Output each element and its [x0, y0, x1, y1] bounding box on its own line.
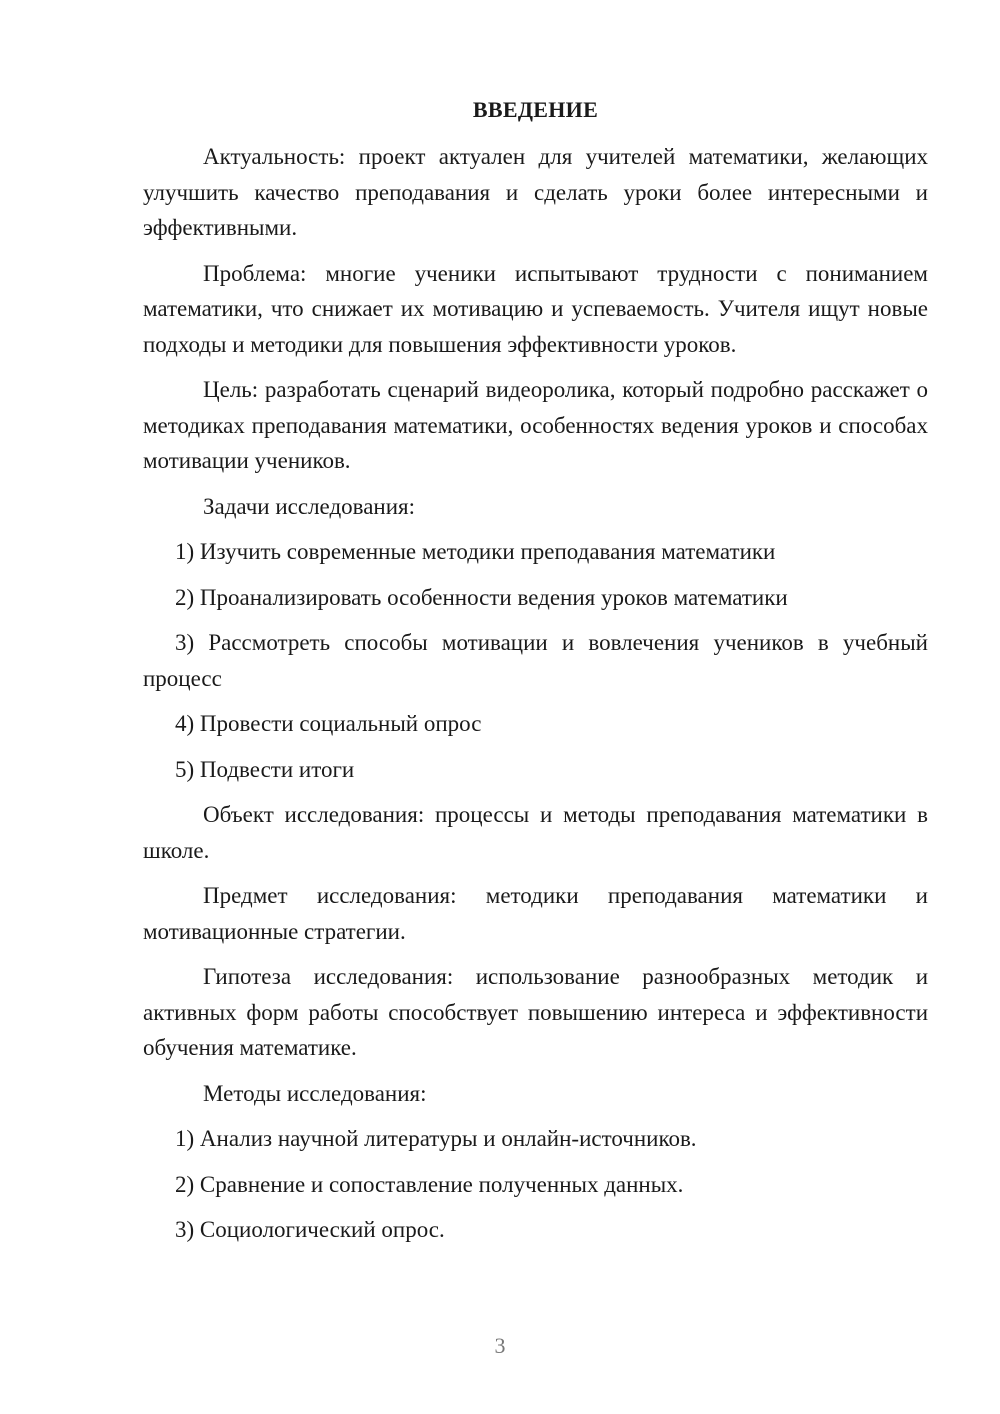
method-item: 1) Анализ научной литературы и онлайн-источников.: [175, 1126, 697, 1151]
relevance-paragraph: Актуальность: проект актуален для учителей математики, желающих улучшить качество преподавания и сделать уроки более интересными и эффективными.: [143, 144, 928, 240]
method-item: 2) Сравнение и сопоставление полученных данных.: [175, 1171, 684, 1197]
subject-paragraph: Предмет исследования: методики преподавания математики и мотивационные стратегии.: [143, 883, 928, 944]
hypothesis-paragraph: Гипотеза исследования: использование разнообразных методик и активных форм работы способствует повышению интереса и эффективности обучения математике.: [143, 964, 928, 1060]
task-item: 3) Рассмотреть способы мотивации и вовлечения учеников в учебный процесс: [143, 630, 928, 691]
document-page: [143, 95, 928, 1258]
problem-paragraph: Проблема: многие ученики испытывают трудности с пониманием математики, что снижает их мотивацию и успеваемость. Учителя ищут новые подходы и методики для повышения эффективности уроков.: [143, 260, 928, 357]
task-item: 2) Проанализировать особенности ведения уроков математики: [175, 584, 788, 610]
tasks-heading: Задачи исследования:: [203, 493, 416, 519]
methods-heading: Методы исследования:: [203, 1080, 427, 1106]
goal-paragraph: Цель: разработать сценарий видеоролика, который подробно расскажет о методиках преподавания математики, особенностях ведения уроков и способах мотивации учеников.: [143, 377, 928, 473]
task-item: 5) Подвести итоги: [175, 756, 355, 782]
task-item: 1) Изучить современные методики преподавания математики: [175, 539, 776, 564]
page-title: ВВЕДЕНИЕ: [472, 97, 599, 122]
page-number: 3: [494, 1333, 506, 1358]
object-paragraph: Объект исследования: процессы и методы преподавания математики в школе.: [143, 802, 928, 863]
task-item: 4) Провести социальный опрос: [175, 711, 482, 736]
method-item: 3) Социологический опрос.: [175, 1217, 445, 1242]
